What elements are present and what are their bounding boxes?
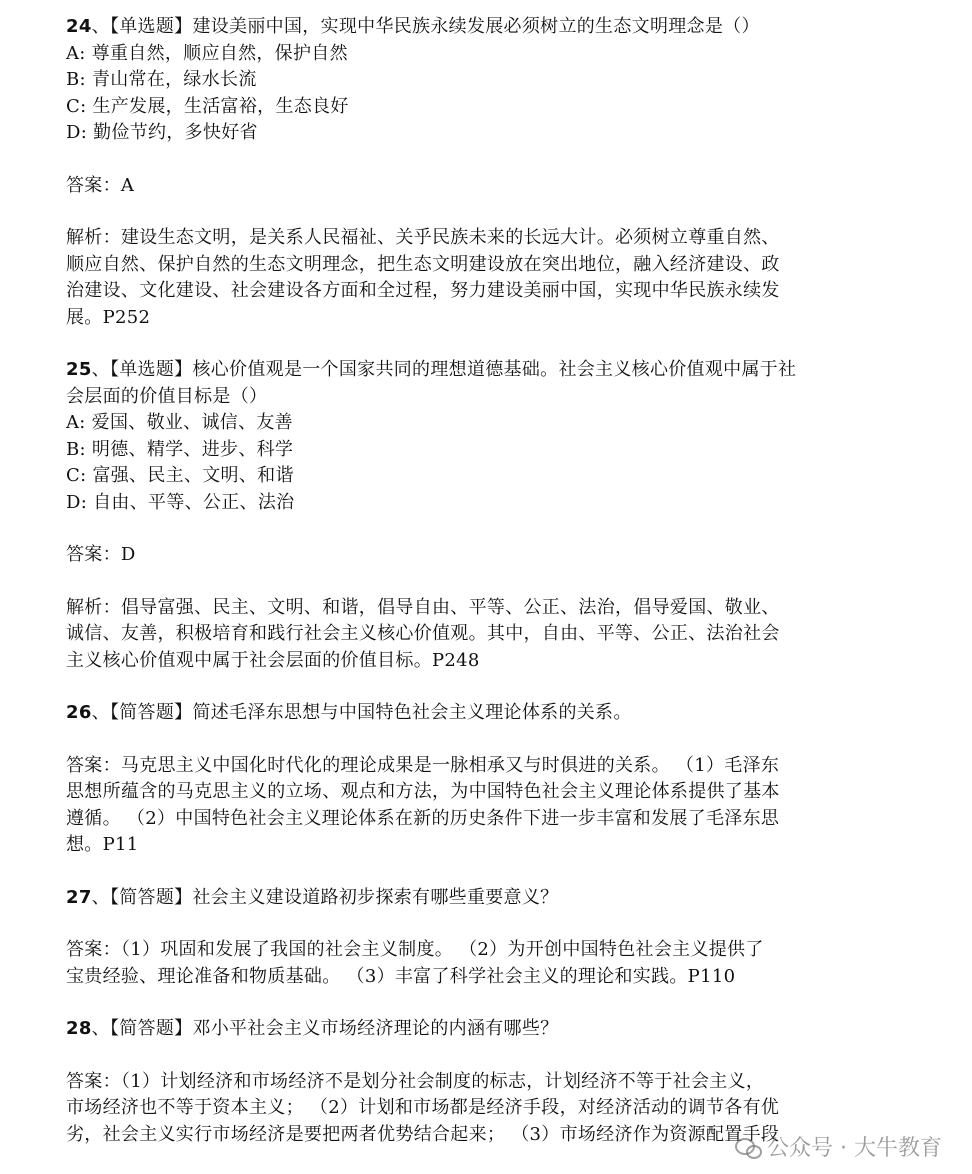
question-header (66, 357, 846, 384)
analysis-line: 诚信、友善，积极培育和践行社会主义核心价值观。其中，自由、平等、公正、法治社会 (66, 623, 780, 644)
answer: 答案：A (66, 174, 135, 196)
document-page (66, 14, 846, 1148)
option-c: C: 富强、民主、文明、和谐 (66, 465, 294, 486)
question-25 (66, 357, 846, 674)
answer-line: 劣，社会主义实行市场经济是要把两者优势结合起来； （3）市场经济作为资源配置手段 (66, 1123, 780, 1145)
question-text-cont: 会层面的价值目标是（） (66, 385, 268, 407)
answer-line: 思想所蕴含的马克思主义的立场、观点和方法，为中国特色社会主义理论体系提供了基本 (66, 781, 780, 802)
question-text: 、【简答题】邓小平社会主义市场经济理论的内涵有哪些？ (91, 1018, 559, 1039)
analysis-line: 展。P252 (66, 306, 151, 328)
question-26 (66, 700, 846, 859)
answer-line: 答案：（1）计划经济和市场经济不是划分社会制度的标志，计划经济不等于社会主义， (66, 1070, 765, 1092)
question-text: 、【单选题】核心价值观是一个国家共同的理想道德基础。社会主义核心价值观中属于社 (91, 359, 797, 380)
question-header (66, 885, 846, 912)
answer-line: 遵循。 （2）中国特色社会主义理论体系在新的历史条件下进一步丰富和发展了毛泽东思 (66, 807, 780, 829)
answer: 答案：D (66, 544, 136, 565)
option-b: B: 明德、精学、进步、科学 (66, 438, 294, 460)
question-text: 、【简答题】简述毛泽东思想与中国特色社会主义理论体系的关系。 (91, 702, 632, 723)
question-header (66, 700, 846, 727)
question-number: 27 (66, 886, 92, 908)
question-27 (66, 885, 846, 991)
question-number: 26 (66, 702, 92, 723)
analysis-line: 顺应自然、保护自然的生态文明理念，把生态文明建设放在突出地位，融入经济建设、政 (66, 253, 780, 275)
option-b: B: 青山常在，绿水长流 (66, 69, 257, 90)
wechat-icon (735, 1136, 761, 1158)
question-number: 28 (66, 1018, 92, 1039)
question-text: 、【简答题】社会主义建设道路初步探索有哪些重要意义？ (91, 886, 559, 908)
question-number: 24 (66, 16, 92, 37)
question-28 (66, 1016, 846, 1148)
question-header (66, 14, 846, 41)
question-text: 、【单选题】建设美丽中国，实现中华民族永续发展必须树立的生态文明理念是（） (91, 16, 760, 37)
question-24 (66, 14, 846, 331)
analysis-line: 主义核心价值观中属于社会层面的价值目标。P248 (66, 649, 480, 671)
analysis-line: 解析：倡导富强、民主、文明、和谐，倡导自由、平等、公正、法治，倡导爱国、敬业、 (66, 596, 780, 618)
option-d: D: 勤俭节约，多快好省 (66, 122, 258, 143)
option-d: D: 自由、平等、公正、法治 (66, 491, 295, 513)
answer-line: 答案：（1）巩固和发展了我国的社会主义制度。 （2）为开创中国特色社会主义提供了 (66, 939, 764, 960)
analysis-line: 治建设、文化建设、社会建设各方面和全过程，努力建设美丽中国，实现中华民族永续发 (66, 280, 780, 301)
option-a: A: 爱国、敬业、诚信、友善 (66, 412, 293, 433)
question-header (66, 1016, 846, 1043)
answer-line: 市场经济也不等于资本主义； （2）计划和市场都是经济手段，对经济活动的调节各有优 (66, 1097, 780, 1118)
answer-line: 宝贵经验、理论准备和物质基础。 （3）丰富了科学社会主义的理论和实践。P110 (66, 965, 736, 987)
watermark (735, 1131, 942, 1162)
analysis-line: 解析：建设生态文明，是关系人民福祉、关乎民族未来的长远大计。必须树立尊重自然、 (66, 227, 780, 248)
watermark-text: 公众号 · 大牛教育 (767, 1136, 942, 1161)
answer-line: 答案：马克思主义中国化时代化的理论成果是一脉相承又与时俱进的关系。 （1）毛泽东 (66, 754, 780, 776)
answer-line: 想。P11 (66, 834, 139, 855)
option-c: C: 生产发展，生活富裕，生态良好 (66, 95, 349, 117)
option-a: A: 尊重自然，顺应自然，保护自然 (66, 42, 348, 64)
question-number: 25 (66, 359, 92, 380)
